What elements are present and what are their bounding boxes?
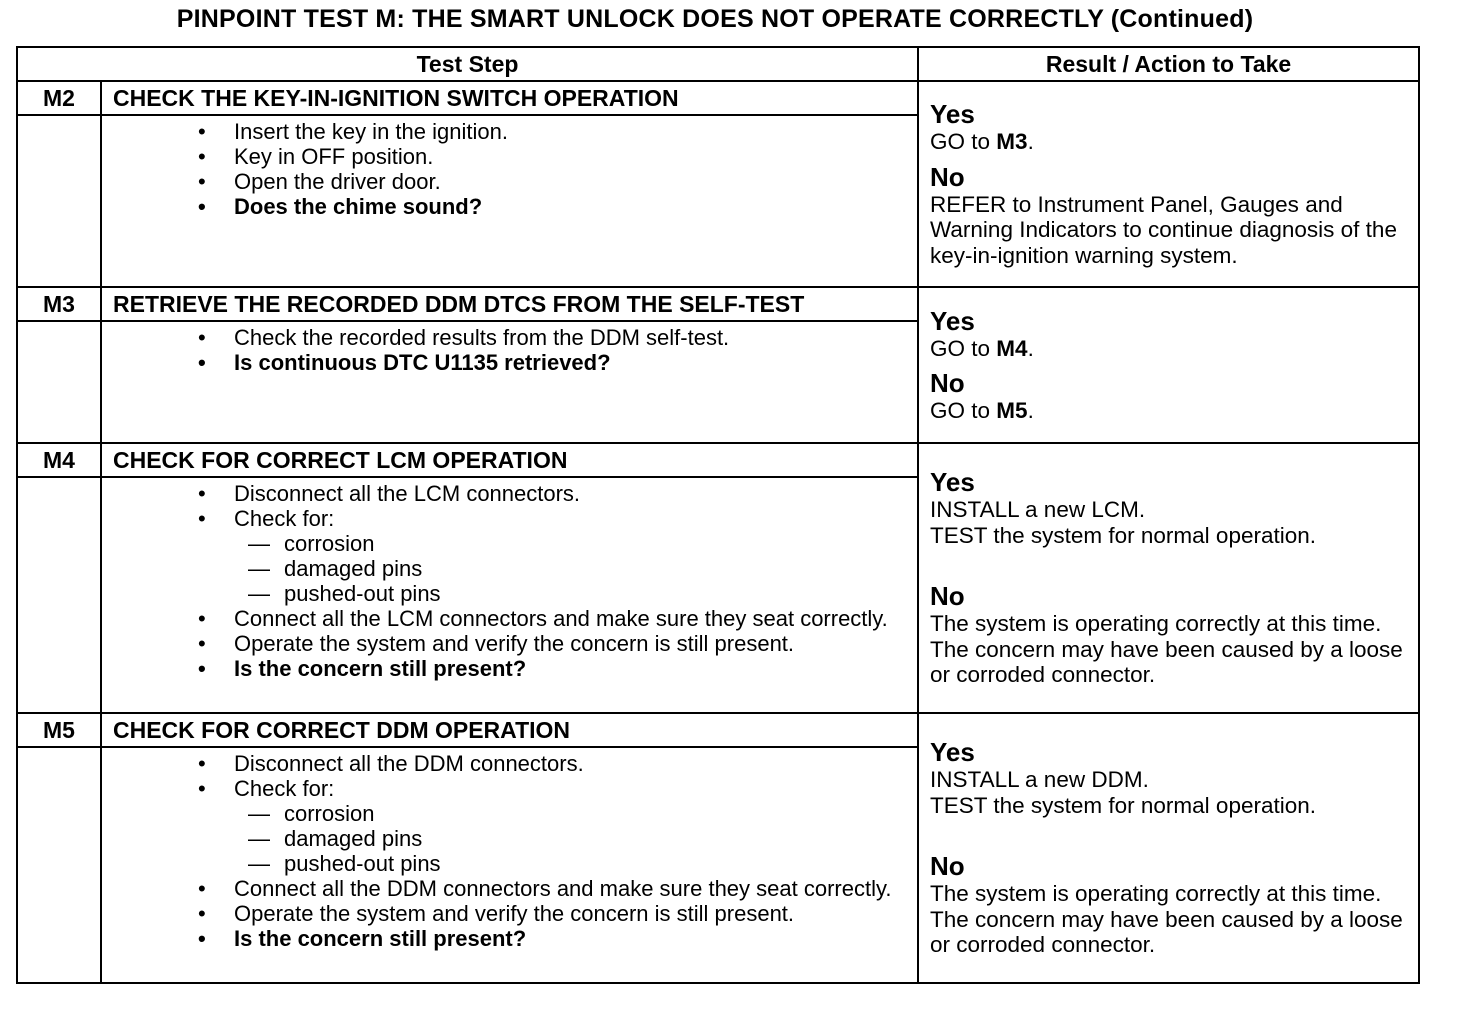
sub-list-item: — corrosion (102, 801, 917, 826)
result-cell (918, 713, 1419, 983)
list-item: • Operate the system and verify the concern is still present. (102, 901, 917, 926)
sub-list-item: — pushed-out pins (102, 851, 917, 876)
yes-action-install: INSTALL a new LCM. (930, 497, 1146, 523)
result-cell (918, 287, 1419, 443)
yes-action-test: TEST the system for normal operation. (930, 522, 1317, 548)
step-reference: M5 (996, 398, 1028, 423)
id-blank-cell (17, 115, 101, 287)
pinpoint-test-table (16, 46, 1420, 984)
step-heading-row (17, 713, 1419, 747)
no-action: The system is operating correctly at this time. The concern may have been caused by a loose or corroded connector. (930, 881, 1403, 958)
step-reference: M3 (996, 129, 1028, 154)
list-item: • Connect all the LCM connectors and make sure they seat correctly. (102, 606, 917, 631)
list-item: • Open the driver door. (102, 169, 917, 194)
yes-action-test: TEST the system for normal operation. (930, 792, 1317, 818)
result-cell (918, 81, 1419, 287)
yes-action-install: INSTALL a new DDM. (930, 767, 1149, 793)
header-test-step: Test Step (17, 47, 918, 81)
sub-list-item: — corrosion (102, 531, 917, 556)
step-reference: M4 (996, 335, 1028, 361)
table-header-row (17, 47, 1419, 81)
step-instructions (101, 477, 918, 713)
no-action: The system is operating correctly at this time. The concern may have been caused by a loose or corroded connector. (930, 611, 1403, 688)
list-item: • Connect all the DDM connectors and make sure they seat correctly. (102, 876, 917, 901)
yes-label: Yes (930, 305, 975, 336)
no-action: REFER to Instrument Panel, Gauges and Warning Indicators to continue diagnosis of the key-in-ignition warning system. (930, 191, 1397, 268)
list-item: • Disconnect all the DDM connectors. (102, 751, 917, 776)
header-result-action: Result / Action to Take (918, 47, 1419, 81)
yes-action: GO to M3. (930, 129, 1034, 154)
sub-list-item: — damaged pins (102, 826, 917, 851)
step-heading: CHECK FOR CORRECT DDM OPERATION (101, 713, 918, 747)
list-item-question: • Is the concern still present? (102, 926, 917, 951)
id-blank-cell (17, 477, 101, 713)
yes-action: GO to M4. (930, 335, 1034, 361)
no-label: No (930, 851, 965, 882)
yes-label: Yes (930, 99, 975, 129)
step-id: M3 (17, 287, 101, 321)
step-id: M2 (17, 81, 101, 115)
step-id: M4 (17, 443, 101, 477)
yes-label: Yes (930, 467, 975, 498)
list-item-question: • Is continuous DTC U1135 retrieved? (102, 350, 917, 375)
step-heading-row (17, 287, 1419, 321)
yes-label: Yes (930, 737, 975, 768)
result-cell (918, 443, 1419, 713)
step-heading-row (17, 81, 1419, 115)
step-instructions (101, 115, 918, 287)
list-item-question: • Is the concern still present? (102, 656, 917, 681)
no-label: No (930, 581, 965, 612)
list-item: • Key in OFF position. (102, 144, 917, 169)
no-label: No (930, 368, 965, 398)
no-action: GO to M5. (930, 398, 1034, 423)
no-label: No (930, 161, 965, 192)
step-heading: CHECK THE KEY-IN-IGNITION SWITCH OPERATION (101, 81, 918, 115)
sub-list-item: — damaged pins (102, 556, 917, 581)
step-heading: CHECK FOR CORRECT LCM OPERATION (101, 443, 918, 477)
step-id: M5 (17, 713, 101, 747)
step-heading-row (17, 443, 1419, 477)
list-item: • Check for: (102, 776, 917, 801)
list-item: • Check for: (102, 506, 917, 531)
id-blank-cell (17, 747, 101, 983)
step-instructions (101, 747, 918, 983)
list-item: • Disconnect all the LCM connectors. (102, 481, 917, 506)
list-item-question: • Does the chime sound? (102, 194, 917, 219)
list-item: • Check the recorded results from the DDM self-test. (102, 325, 917, 350)
page-title: PINPOINT TEST M: THE SMART UNLOCK DOES NOT OPERATE CORRECTLY (Continued) (176, 5, 1254, 33)
sub-list-item: — pushed-out pins (102, 581, 917, 606)
list-item: • Operate the system and verify the concern is still present. (102, 631, 917, 656)
step-instructions (101, 321, 918, 443)
id-blank-cell (17, 321, 101, 443)
step-heading: RETRIEVE THE RECORDED DDM DTCS FROM THE SELF-TEST (101, 287, 918, 321)
list-item: • Insert the key in the ignition. (102, 119, 917, 144)
